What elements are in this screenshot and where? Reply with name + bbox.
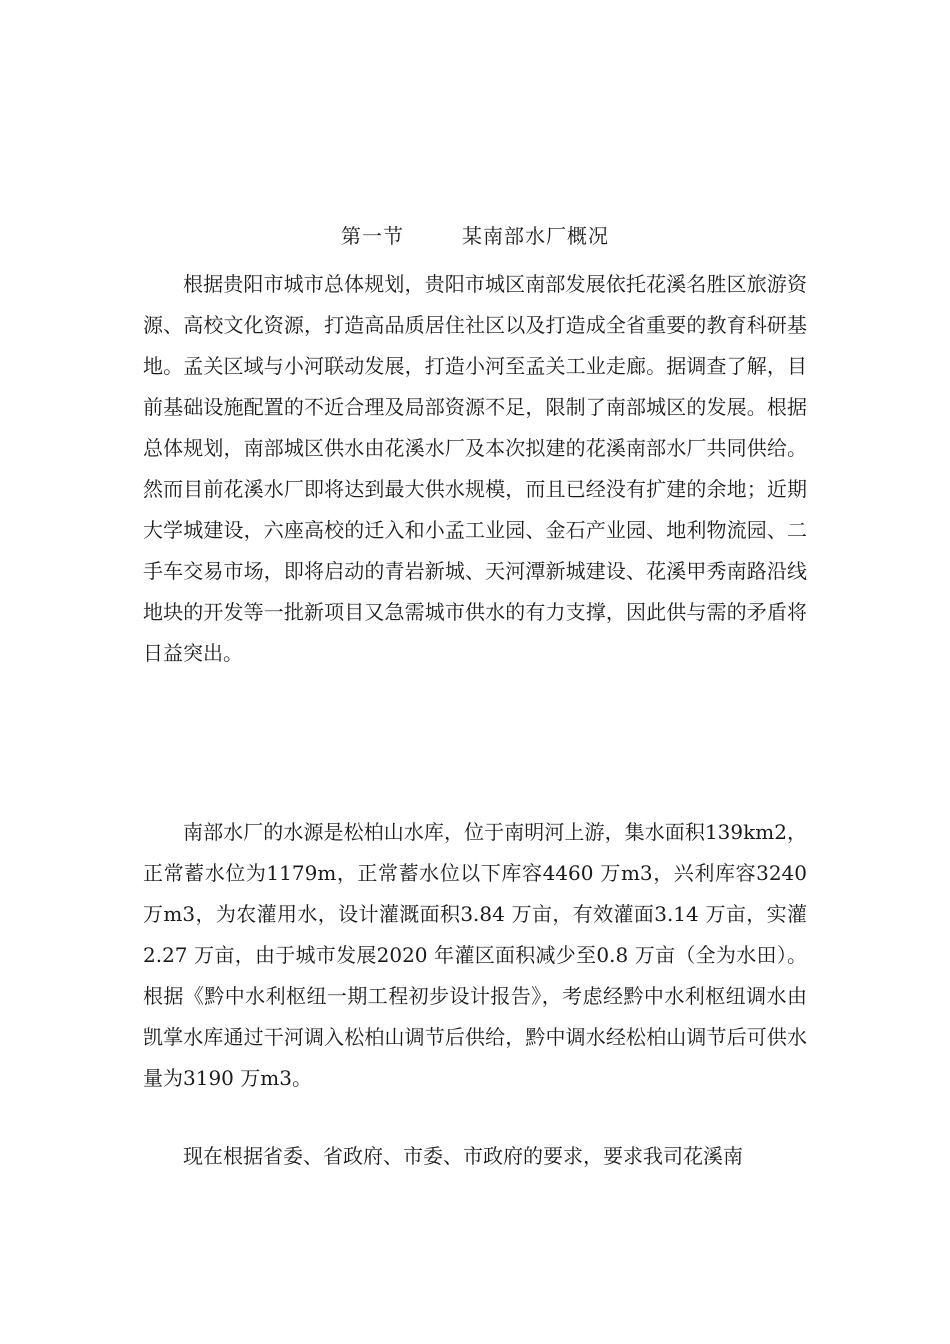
- section-title: 某南部水厂概况: [462, 224, 609, 248]
- section-heading: [0, 220, 950, 252]
- paragraph-planning-background: 根据贵阳市城市总体规划，贵阳市城区南部发展依托花溪名胜区旅游资源、高校文化资源，打造高品质居住社区以及打造成全省重要的教育科研基地。孟关区域与小河联动发展，打造小河至孟关工业走廊。据调查了解，目前基础设施配置的不近合理及局部资源不足，限制了南部城区的发展。根据总体规划，南部城区供水由花溪水厂及本次拟建的花溪南部水厂共同供给。然而目前花溪水厂即将达到最大供水规模，而且已经没有扩建的余地；近期大学城建设，六座高校的迁入和小孟工业园、金石产业园、地利物流园、二手车交易市场，即将启动的青岩新城、天河潭新城建设、花溪甲秀南路沿线地块的开发等一批新项目又急需城市供水的有力支撑，因此供与需的矛盾将日益突出。: [143, 272, 807, 665]
- paragraph-requirements: 现在根据省委、省政府、市委、市政府的要求，要求我司花溪南: [183, 1144, 743, 1168]
- section-number: 第一节: [341, 224, 404, 248]
- paragraph-water-source: 南部水厂的水源是松柏山水库，位于南明河上游，集水面积139km2，正常蓄水位为1179m，正常蓄水位以下库容4460 万m3，兴利库容3240 万m3，为农灌用水，设计灌溉面积3.84 万亩，有效灌面3.14 万亩，实灌2.27 万亩，由于城市发展2020 年灌区面积减少至0.8 万亩（全为水田）。根据《黔中水利枢纽一期工程初步设计报告》，考虑经黔中水利枢纽调水由凯掌水库通过干河调入松柏山调节后供给，黔中调水经松柏山调节后可供水量为3190 万m3。: [143, 820, 807, 1090]
